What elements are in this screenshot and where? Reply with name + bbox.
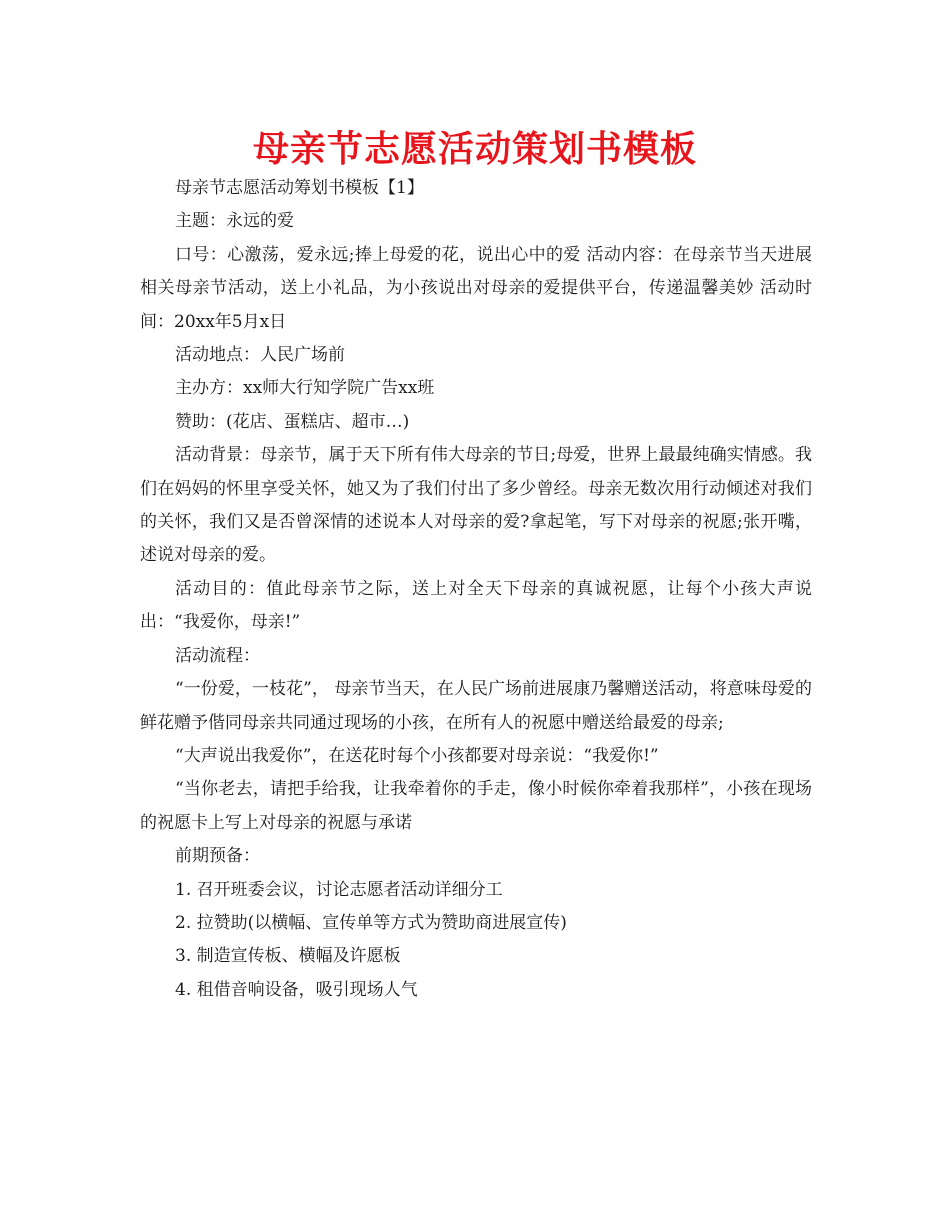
list-item: 3. 制造宣传板、横幅及许愿板: [175, 946, 401, 967]
paragraph-process-heading: 活动流程：: [175, 645, 260, 666]
paragraph-location: 活动地点：人民广场前: [175, 345, 345, 366]
paragraph-theme: 主题：永远的爱: [175, 211, 294, 232]
paragraph-process-card: “当你老去，请把手给我，让我牵着你的手走，像小时候你牵着我那样”，小孩在现场的祝愿卡上写上对母亲的祝愿与承诺: [140, 779, 812, 833]
paragraph-sponsor: 赞助：(花店、蛋糕店、超市…): [175, 411, 410, 432]
list-item: 1. 召开班委会议，讨论志愿者活动详细分工: [175, 879, 503, 900]
document-title: 母亲节志愿活动策划书模板: [252, 129, 697, 170]
list-item: 2. 拉赞助(以横幅、宣传单等方式为赞助商进展宣传): [175, 912, 567, 933]
paragraph-process-shout: “大声说出我爱你”，在送花时每个小孩都要对母亲说：“我爱你!”: [175, 745, 659, 766]
paragraph-process-flower: “一份爱，一枝花”， 母亲节当天，在人民广场前进展康乃馨赠送活动，将意味母爱的鲜花赠予偕同母亲共同通过现场的小孩，在所有人的祝愿中赠送给最爱的母亲;: [140, 679, 812, 733]
paragraph-subtitle: 母亲节志愿活动筹划书模板【1】: [175, 178, 424, 198]
paragraph-organizer: 主办方：xx师大行知学院广告xx班: [175, 378, 435, 399]
list-item: 4. 租借音响设备，吸引现场人气: [175, 979, 418, 1000]
paragraph-background: 活动背景：母亲节，属于天下所有伟大母亲的节日;母爱，世界上最最纯确实情感。我们在妈妈的怀里享受关怀，她又为了我们付出了多少曾经。母亲无数次用行动倾述对我们的关怀，我们又是否曾深情的述说本人对母亲的爱?拿起笔，写下对母亲的祝愿;张开嘴，述说对母亲的爱。: [140, 445, 812, 566]
paragraph-purpose: 活动目的：值此母亲节之际，送上对全天下母亲的真诚祝愿，让每个小孩大声说出：“我爱你，母亲!”: [140, 578, 812, 633]
document-body: [140, 172, 812, 1007]
paragraph-preparation-heading: 前期预备：: [175, 846, 260, 867]
paragraph-slogan: 口号：心激荡，爱永远;捧上母爱的花，说出心中的爱 活动内容：在母亲节当天进展相关母亲节活动，送上小礼品，为小孩说出对母亲的爱提供平台，传递温馨美妙 活动时间：20xx年5月x日: [140, 244, 812, 332]
